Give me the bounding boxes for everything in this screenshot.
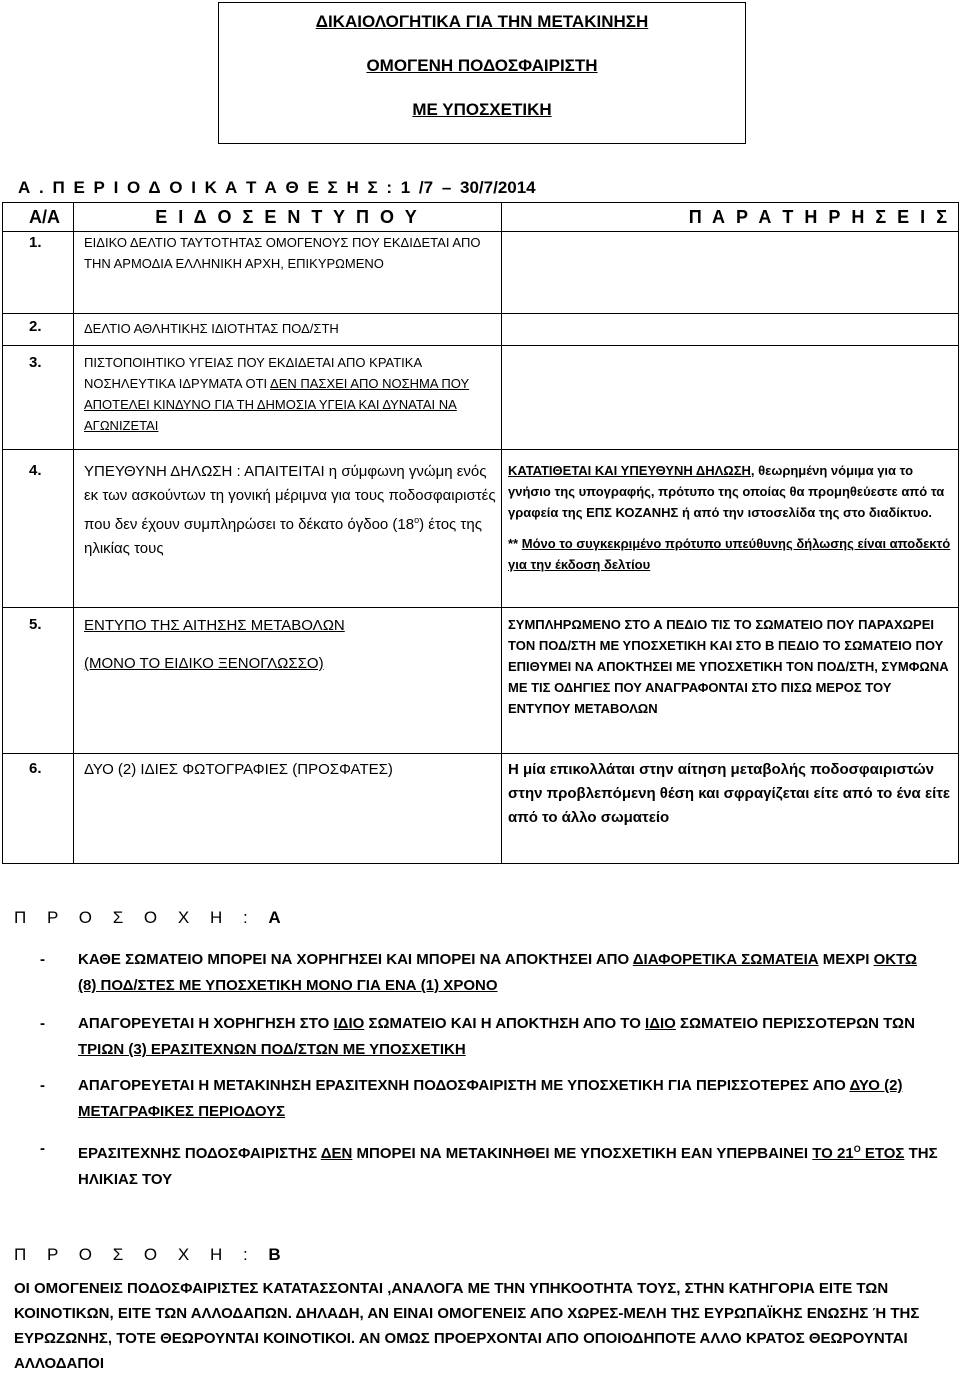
table-row — [3, 608, 959, 754]
row-remarks: ΚΑΤΑΤΙΘΕΤΑΙ ΚΑΙ ΥΠΕΥΘΥΝΗ ΔΗΛΩΣΗ, θεωρημένη νόμιμα για το γνήσιο της υπογραφής, πρότυπο της οποίας θα προμηθεύεστε από τα γραφεία της ΕΠΣ ΚΟΖΑΝΗΣ ή από την ιστοσελίδα της στο διαδίκτυο. ** Μόνο το συγκεκριμένο πρότυπο υπεύθυνης δήλωσης είναι αποδεκτό για την έκδοση δελτίου — [502, 450, 959, 608]
row-remarks: Η μία επικολλάται στην αίτηση μεταβολής ποδοσφαιριστών στην προβλεπόμενη θέση και σφραγίζεται είτε από το ένα είτε από το άλλο σωματείο — [502, 754, 959, 864]
filing-period: Α . Π Ε Ρ Ι Ο Δ Ο Ι Κ Α Τ Α Θ Ε Σ Η Σ : 1 /7 – 30/7/2014 — [18, 178, 536, 197]
row-remarks: ΣΥΜΠΛΗΡΩΜΕΝΟ ΣΤΟ Α ΠΕΔΙΟ ΤΙΣ ΤΟ ΣΩΜΑΤΕΙΟ ΠΟΥ ΠΑΡΑΧΩΡΕΙ ΤΟΝ ΠΟΔ/ΣΤΗ ΜΕ ΥΠΟΣΧΕΤΙΚΗ ΚΑΙ ΣΤΟ Β ΠΕΔΙΟ ΤΟ ΣΩΜΑΤΕΙΟ ΠΟΥ ΕΠΙΘΥΜΕΙ ΝΑ ΑΠΟΚΤΗΣΕΙ ΜΕ ΥΠΟΣΧΕΤΙΚΗ ΤΟΝ ΠΟΔ/ΣΤΗ, ΣΥΜΦΩΝΑ ΜΕ ΤΙΣ ΟΔΗΓΙΕΣ ΠΟΥ ΑΝΑΓΡΑΦΟΝΤΑΙ ΣΤΟ ΠΙΣΩ ΜΕΡΟΣ ΤΟΥ ΕΝΤΥΠΟΥ ΜΕΤΑΒΟΛΩΝ — [502, 608, 959, 754]
title-line-3: ΜΕ ΥΠΟΣΧΕΤΙΚΗ — [412, 100, 552, 119]
table-row — [3, 754, 959, 864]
header-aa: Α/Α — [3, 203, 74, 232]
note-a-item: - ΕΡΑΣΙΤΕΧΝΗΣ ΠΟΔΟΣΦΑΙΡΙΣΤΗΣ ΔΕΝ ΜΠΟΡΕΙ ΝΑ ΜΕΤΑΚΙΝΗΘΕΙ ΜΕ ΥΠΟΣΧΕΤΙΚΗ ΕΑΝ ΥΠΕΡΒΑΙΝΕΙ ΤΟ $21^O$ ΕΤΟΣ ΤΗΣ ΗΛΙΚΙΑΣ ΤΟΥ — [40, 1140, 938, 1188]
note-a-item: - ΚΑΘΕ ΣΩΜΑΤΕΙΟ ΜΠΟΡΕΙ ΝΑ ΧΟΡΗΓΗΣΕΙ ΚΑΙ ΜΠΟΡΕΙ ΝΑ ΑΠΟΚΤΗΣΕΙ ΑΠΟ ΔΙΑΦΟΡΕΤΙΚΑ ΣΩΜΑΤΕΙΑ ΜΕΧΡΙ ΟΚΤΩ (8) ΠΟΔ/ΣΤΕΣ ΜΕ ΥΠΟΣΧΕΤΙΚΗ ΜΟΝΟ ΓΙΑ ΕΝΑ (1) ΧΡΟΝΟ — [40, 951, 918, 994]
row-document: ΕΙΔΙΚΟ ΔΕΛΤΙΟ ΤΑΥΤΟΤΗΤΑΣ ΟΜΟΓΕΝΟΥΣ ΠΟΥ ΕΚΔΙΔΕΤΑΙ ΑΠΟ ΤΗΝ ΑΡΜΟΔΙΑ ΕΛΛΗΝΙΚΗ ΑΡΧΗ, ΕΠΙΚΥΡΩΜΕΝΟ — [74, 232, 502, 314]
row-remarks — [502, 232, 959, 314]
row-document: ΕΝΤΥΠΟ ΤΗΣ ΑΙΤΗΣΗΣ ΜΕΤΑΒΟΛΩΝ (ΜΟΝΟ ΤΟ ΕΙΔΙΚΟ ΞΕΝΟΓΛΩΣΣΟ) — [74, 608, 502, 754]
note-b-title: Π Ρ Ο Σ Ο Χ Η : Β — [14, 1245, 281, 1264]
documents-table — [2, 202, 959, 864]
row-number: 4. — [3, 450, 74, 608]
note-a-item: - ΑΠΑΓΟΡΕΥΕΤΑΙ Η ΜΕΤΑΚΙΝΗΣΗ ΕΡΑΣΙΤΕΧΝΗ ΠΟΔΟΣΦΑΙΡΙΣΤΗ ΜΕ ΥΠΟΣΧΕΤΙΚΗ ΓΙΑ ΠΕΡΙΣΣΟΤΕΡΕΣ ΑΠΟ ΔΥΟ (2) ΜΕΤΑΓΡΑΦΙΚΕΣ ΠΕΡΙΟΔΟΥΣ — [40, 1077, 903, 1120]
row-document: ΔΥΟ (2) ΙΔΙΕΣ ΦΩΤΟΓΡΑΦΙΕΣ (ΠΡΟΣΦΑΤΕΣ) — [74, 754, 502, 864]
note-a-item: - ΑΠΑΓΟΡΕΥΕΤΑΙ Η ΧΟΡΗΓΗΣΗ ΣΤΟ ΙΔΙΟ ΣΩΜΑΤΕΙΟ ΚΑΙ Η ΑΠΟΚΤΗΣΗ ΑΠΟ ΤΟ ΙΔΙΟ ΣΩΜΑΤΕΙΟ ΠΕΡΙΣΣΟΤΕΡΩΝ ΤΩΝ ΤΡΙΩΝ (3) ΕΡΑΣΙΤΕΧΝΩΝ ΠΟΔ/ΣΤΩΝ ΜΕ ΥΠΟΣΧΕΤΙΚΗ — [40, 1015, 915, 1058]
row-number: 1. — [3, 232, 74, 314]
table-header-row — [3, 203, 959, 232]
title-line-1: ΔΙΚΑΙΟΛΟΓΗΤΙΚΑ ΓΙΑ ΤΗΝ ΜΕΤΑΚΙΝΗΣΗ — [315, 12, 649, 31]
row-remarks — [502, 346, 959, 450]
table-row — [3, 346, 959, 450]
title-line-2: ΟΜΟΓΕΝΗ ΠΟΔΟΣΦΑΙΡΙΣΤΗ — [366, 56, 598, 75]
table-row — [3, 314, 959, 346]
note-b-text: ΟΙ ΟΜΟΓΕΝΕΙΣ ΠΟΔΟΣΦΑΙΡΙΣΤΕΣ ΚΑΤΑΤΑΣΣΟΝΤΑΙ ,ΑΝΑΛΟΓΑ ΜΕ ΤΗΝ ΥΠΗΚΟΟΤΗΤΑ ΤΟΥΣ, ΣΤΗΝ ΚΑΤΗΓΟΡΙΑ ΕΙΤΕ ΤΩΝ ΚΟΙΝΟΤΙΚΩΝ, ΕΙΤΕ ΤΩΝ ΑΛΛΟΔΑΠΩΝ. ΔΗΛΑΔΗ, ΑΝ ΕΙΝΑΙ ΟΜΟΓΕΝΕΙΣ ΑΠΟ ΧΩΡΕΣ-ΜΕΛΗ ΤΗΣ ΕΥΡΩΠΑΪΚΗΣ ΕΝΩΣΗΣ Ή ΤΗΣ ΕΥΡΩΖΩΝΗΣ, ΤΟΤΕ ΘΕΩΡΟΥΝΤΑΙ ΚΟΙΝΟΤΙΚΟΙ. ΑΝ ΟΜΩΣ ΠΡΟΕΡΧΟΝΤΑΙ ΑΠΟ ΟΠΟΙΟΔΗΠΟΤΕ ΑΛΛΟ ΚΡΑΤΟΣ ΘΕΩΡΟΥΝΤΑΙ ΑΛΛΟΔΑΠΟΙ — [14, 1280, 920, 1372]
note-a-title: Π Ρ Ο Σ Ο Χ Η : Α — [14, 908, 281, 927]
header-remarks: Π Α Ρ Α Τ Η Ρ Η Σ Ε Ι Σ — [502, 203, 959, 232]
table-row — [3, 450, 959, 608]
row-number: 6. — [3, 754, 74, 864]
row-number: 5. — [3, 608, 74, 754]
row-number: 2. — [3, 314, 74, 346]
row-document: ΠΙΣΤΟΠΟΙΗΤΙΚΟ ΥΓΕΙΑΣ ΠΟΥ ΕΚΔΙΔΕΤΑΙ ΑΠΟ ΚΡΑΤΙΚΑ ΝΟΣΗΛΕΥΤΙΚΑ ΙΔΡΥΜΑΤΑ ΟΤΙ ΔΕΝ ΠΑΣΧΕΙ ΑΠΟ ΝΟΣΗΜΑ ΠΟΥ ΑΠΟΤΕΛΕΙ ΚΙΝΔΥΝΟ ΓΙΑ ΤΗ ΔΗΜΟΣΙΑ ΥΓΕΙΑ ΚΑΙ ΔΥΝΑΤΑΙ ΝΑ ΑΓΩΝΙΖΕΤΑΙ — [74, 346, 502, 450]
header-document-type: Ε Ι Δ Ο Σ Ε Ν Τ Υ Π Ο Υ — [74, 203, 502, 232]
table-row — [3, 232, 959, 314]
row-document: ΔΕΛΤΙΟ ΑΘΛΗΤΙΚΗΣ ΙΔΙΟΤΗΤΑΣ ΠΟΔ/ΣΤΗ — [74, 314, 502, 346]
row-remarks — [502, 314, 959, 346]
row-document: ΥΠΕΥΘΥΝΗ ΔΗΛΩΣΗ : ΑΠΑΙΤΕΙΤΑΙ η σύμφωνη γνώμη ενός εκ των ασκούντων τη γονική μέριμνα για τους ποδοσφαιριστές που δεν έχουν συμπληρώσει το δέκατο όγδοο $(18^o)$ έτος της ηλικίας τους — [74, 450, 502, 608]
row-number: 3. — [3, 346, 74, 450]
title-box — [218, 2, 746, 144]
